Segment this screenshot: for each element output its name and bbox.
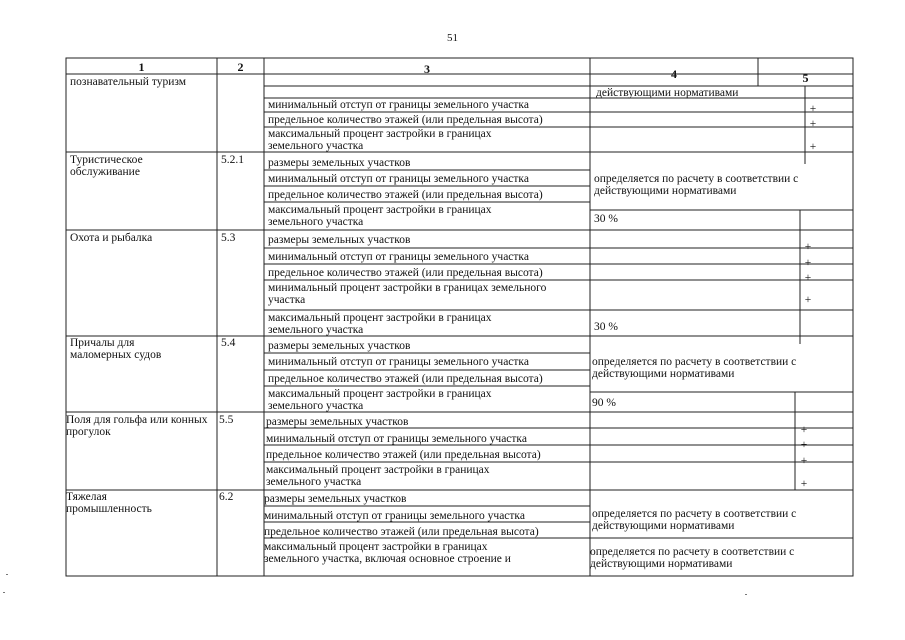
row-5-param-3: предельное количество этажей (или предельная высота)	[266, 449, 541, 461]
row-3-param-5: максимальный процент застройки в границах земельного участка	[268, 312, 492, 336]
row-5-param-1-v5: +	[800, 424, 808, 436]
page-number: 51	[447, 32, 458, 44]
row-4-code: 5.4	[221, 337, 236, 349]
header-col-4: 4	[671, 67, 677, 81]
row-6-type: Тяжелая промышленность	[66, 491, 152, 515]
scan-speck	[6, 574, 8, 575]
header-col-1: 1	[138, 60, 145, 74]
row-1-param-3: максимальный процент застройки в границах земельного участка	[268, 128, 492, 152]
row-1-top-value: действующими нормативами	[596, 87, 739, 99]
row-2-param-3: предельное количество этажей (или предельная высота)	[268, 189, 543, 201]
scan-speck	[3, 592, 5, 593]
row-3-code: 5.3	[221, 232, 236, 244]
row-1-param-2-v5: +	[809, 118, 817, 130]
row-6-param-4: максимальный процент застройки в границах земельного участка, включая основное строение и	[264, 541, 511, 565]
row-1-param-2: предельное количество этажей (или предельная высота)	[268, 114, 543, 126]
scan-speck	[745, 594, 747, 595]
row-3-param-1: размеры земельных участков	[268, 234, 411, 246]
row-5-param-3-v5: +	[800, 455, 808, 467]
row-5-code: 5.5	[219, 414, 234, 426]
row-3-param-2-v5: +	[804, 257, 812, 269]
row-4-v4-last: 90 %	[592, 397, 616, 409]
row-1-param-1: минимальный отступ от границы земельного участка	[268, 99, 529, 111]
row-2-v4-last: 30 %	[594, 213, 618, 225]
row-5-param-4-v5: +	[800, 478, 808, 490]
row-2-param-1: размеры земельных участков	[268, 157, 411, 169]
header-col-3: 3	[424, 62, 430, 76]
row-1-type: познавательный туризм	[70, 76, 186, 88]
row-1-param-1-v5: +	[809, 103, 817, 115]
row-4-type: Причалы для маломерных судов	[70, 337, 162, 361]
row-3-param-5-v4: 30 %	[594, 321, 618, 333]
row-3-v5-first: +	[804, 241, 812, 253]
row-2-param-2: минимальный отступ от границы земельного участка	[268, 173, 529, 185]
row-3-param-4-v5: +	[804, 294, 812, 306]
header-col-2: 2	[237, 60, 244, 74]
row-6-v4-merged: определяется по расчету в соответствии с действующими нормативами	[592, 508, 797, 532]
row-3-param-3: предельное количество этажей (или предельная высота)	[268, 267, 543, 279]
row-2-v4-merged: определяется по расчету в соответствии с действующими нормативами	[594, 173, 799, 197]
header-col-5: 5	[802, 71, 809, 85]
row-6-param-2: минимальный отступ от границы земельного участка	[264, 510, 525, 522]
row-3-param-3-v5: +	[804, 272, 812, 284]
row-5-param-2-v5: +	[800, 439, 808, 451]
row-6-v4-last: определяется по расчету в соответствии с действующими нормативами	[590, 546, 795, 570]
row-1-param-3-v5: +	[809, 141, 817, 153]
row-4-param-3: предельное количество этажей (или предельная высота)	[268, 373, 543, 385]
row-4-v4-merged: определяется по расчету в соответствии с действующими нормативами	[592, 356, 797, 380]
row-5-param-2: минимальный отступ от границы земельного участка	[266, 433, 527, 445]
row-3-type: Охота и рыбалка	[70, 232, 153, 244]
row-6-param-3: предельное количество этажей (или предельная высота)	[264, 526, 539, 538]
row-5-param-4: максимальный процент застройки в границах земельного участка	[266, 464, 490, 488]
row-5-param-1: размеры земельных участков	[266, 416, 409, 428]
row-3-param-4: минимальный процент застройки в границах земельного участка	[268, 282, 547, 306]
row-4-param-1: размеры земельных участков	[268, 340, 411, 352]
row-3-param-2: минимальный отступ от границы земельного участка	[268, 251, 529, 263]
row-6-code: 6.2	[219, 491, 234, 503]
row-5-type: Поля для гольфа или конных прогулок	[66, 414, 208, 438]
row-4-param-2: минимальный отступ от границы земельного участка	[268, 356, 529, 368]
row-2-param-4: максимальный процент застройки в границах земельного участка	[268, 204, 492, 228]
row-2-code: 5.2.1	[221, 154, 244, 166]
row-2-type: Туристическое обслуживание	[70, 154, 143, 178]
row-4-param-4: максимальный процент застройки в границах земельного участка	[268, 388, 492, 412]
row-6-param-1: размеры земельных участков	[264, 493, 407, 505]
